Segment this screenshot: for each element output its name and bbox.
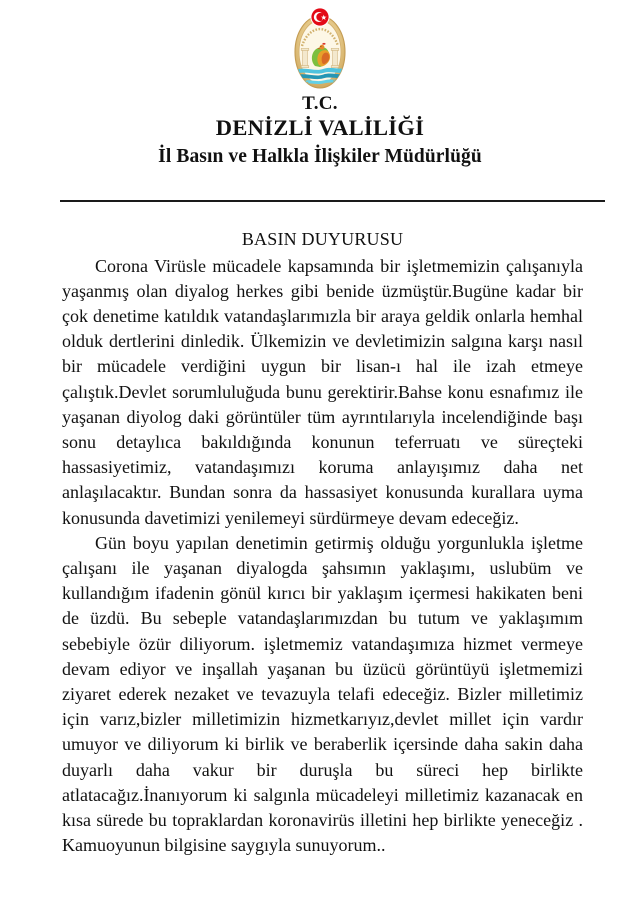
emblem-container [0,0,640,92]
header-line-directorate: İl Basın ve Halkla İlişkiler Müdürlüğü [158,145,482,167]
header-divider [60,200,605,202]
press-release-heading: BASIN DUYURUSU [241,229,404,250]
paragraph-1: Corona Virüsle mücadele kapsamında bir işletmemizin çalışanıyla yaşanmış olan diyalog herkes gibi benide üzmüştür.Bugüne kadar bir çok denetime katıldık vatandaşlarımızla bir araya geldik onlarla hemhal olduk dertlerini dinledik. Ülkemizin ve devletimizin salgına karşı nasıl bir mücadele verdiğini uygun bir lisan-ı hal ile izah etmeye çalıştık.Devlet sorumluluğuda bunu gerektirir.Bahse konu esnafımız ile yaşanan diyolog daki görüntüler tüm ayrıntılarıyla incelendiğinde başı sonu detaylıca bakıldığında konunun teferruatı ve süreçteki hassasiyetimiz, vatandaşımızı koruma anlayışımız daha net anlaşılacaktır. Bundan sonra da hassasiyet konusunda kurallara uyma konusunda davetimizi yenilemeyi sürdürmeye devam edeceğiz. [62,255,583,528]
header-divider-container [0,200,640,202]
header-line-tc: T.C. [302,93,338,114]
turkish-provincial-governorship-emblem-icon [289,4,351,92]
header-line-governorship: DENİZLİ VALİLİĞİ [215,115,425,141]
document-header [0,93,640,168]
document-body [0,228,640,858]
paragraph-2: Gün boyu yapılan denetimin getirmiş olduğu yorgunlukla işletme çalışanı ile yaşanan diyalogda şahsımın yaklaşımı, uslubüm ve kullandığım ifadenin gönül kırıcı bir yaklaşım içermesi hakikaten beni de üzdü. Bu sebeple vatandaşlarımızdan bu tutum ve yaklaşımım sebebiyle özür diliyorum. işletmemiz vatandaşımıza hizmet vermeye devam ediyor ve inşallah yaşanan bu üzücü görüntüyü işletmemizi ziyaret ederek nezaket ve tevazuyla telafi edeceğiz. Bizler milletimiz için varız,bizler milletimizin hizmetkarıyız,devlet millet için vardır umuyor ve diliyorum ki birlik ve beraberlik içersinde daha sakin daha duyarlı daha vakur bir duruşla bu süreci hep birlikte atlatacağız.İnanıyorum ki salgınla mücadeleyi milletimiz kazanacak en kısa sürede bu topraklardan koronavirüs illetini hep birlikte yeneceğiz . Kamuoyunun bilgisine saygıyla sunuyorum.. [62,532,583,856]
